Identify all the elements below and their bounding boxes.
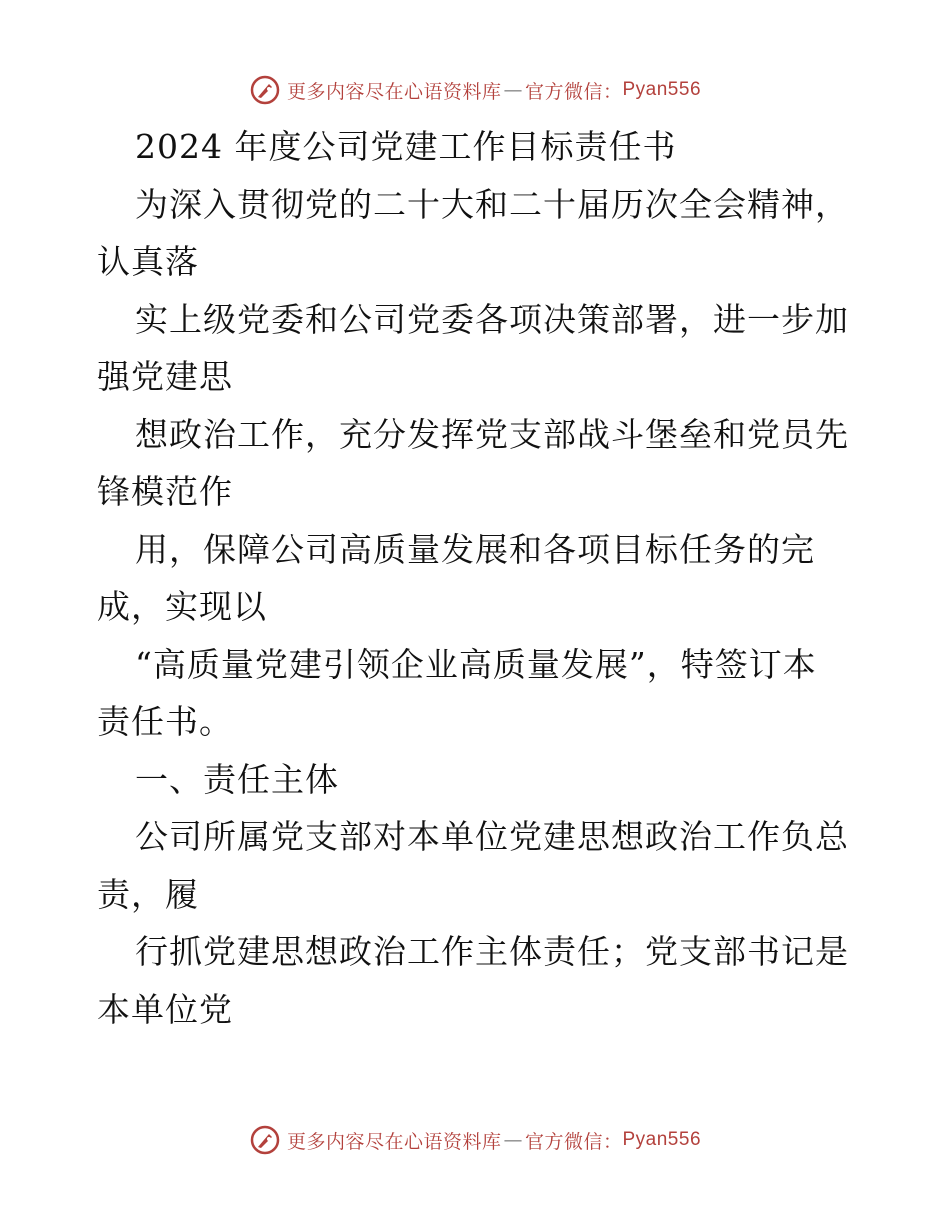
- watermark-header: [0, 70, 950, 110]
- text-line: 用，保障公司高质量发展和各项目标任务的完: [135, 529, 815, 569]
- watermark-dash: —: [503, 79, 523, 101]
- text-line: 认真落: [97, 242, 199, 281]
- watermark-text: 更多内容尽在心语资料库: [286, 80, 502, 103]
- pen-nib-logo-icon: [249, 1124, 281, 1156]
- text-line: 成，实现以: [97, 587, 267, 626]
- watermark-dash: —: [503, 1129, 523, 1151]
- text-line: “高质量党建引领企业高质量发展”，特签订本: [135, 644, 817, 684]
- watermark-account: Pyan556: [622, 79, 702, 100]
- watermark-text: 更多内容尽在心语资料库: [286, 1130, 502, 1153]
- text-line: 责，履: [97, 874, 199, 914]
- watermark-label: 官方微信：: [524, 1130, 623, 1153]
- text-line: 锋模范作: [97, 472, 233, 511]
- watermark-account: Pyan556: [622, 1129, 702, 1150]
- text-line: 为深入贯彻党的二十大和二十届历次全会精神，: [135, 184, 849, 224]
- document-title: 2024 年度公司党建工作目标责任书: [135, 127, 677, 166]
- section-heading: 一、责任主体: [135, 759, 339, 799]
- watermark-footer: [0, 1120, 950, 1160]
- text-line: 实上级党委和公司党委各项决策部署，进一步加: [135, 299, 849, 339]
- text-line: 责任书。: [97, 702, 233, 741]
- watermark-label: 官方微信：: [524, 80, 623, 103]
- text-line: 公司所属党支部对本单位党建思想政治工作负总: [135, 817, 849, 856]
- text-line: 强党建思: [97, 357, 233, 396]
- document-body: [97, 118, 857, 1038]
- pen-nib-logo-icon: [249, 74, 281, 106]
- text-line: 行抓党建思想政治工作主体责任；党支部书记是: [135, 932, 849, 971]
- text-line: 想政治工作，充分发挥党支部战斗堡垒和党员先: [135, 414, 849, 454]
- text-line: 本单位党: [97, 989, 233, 1029]
